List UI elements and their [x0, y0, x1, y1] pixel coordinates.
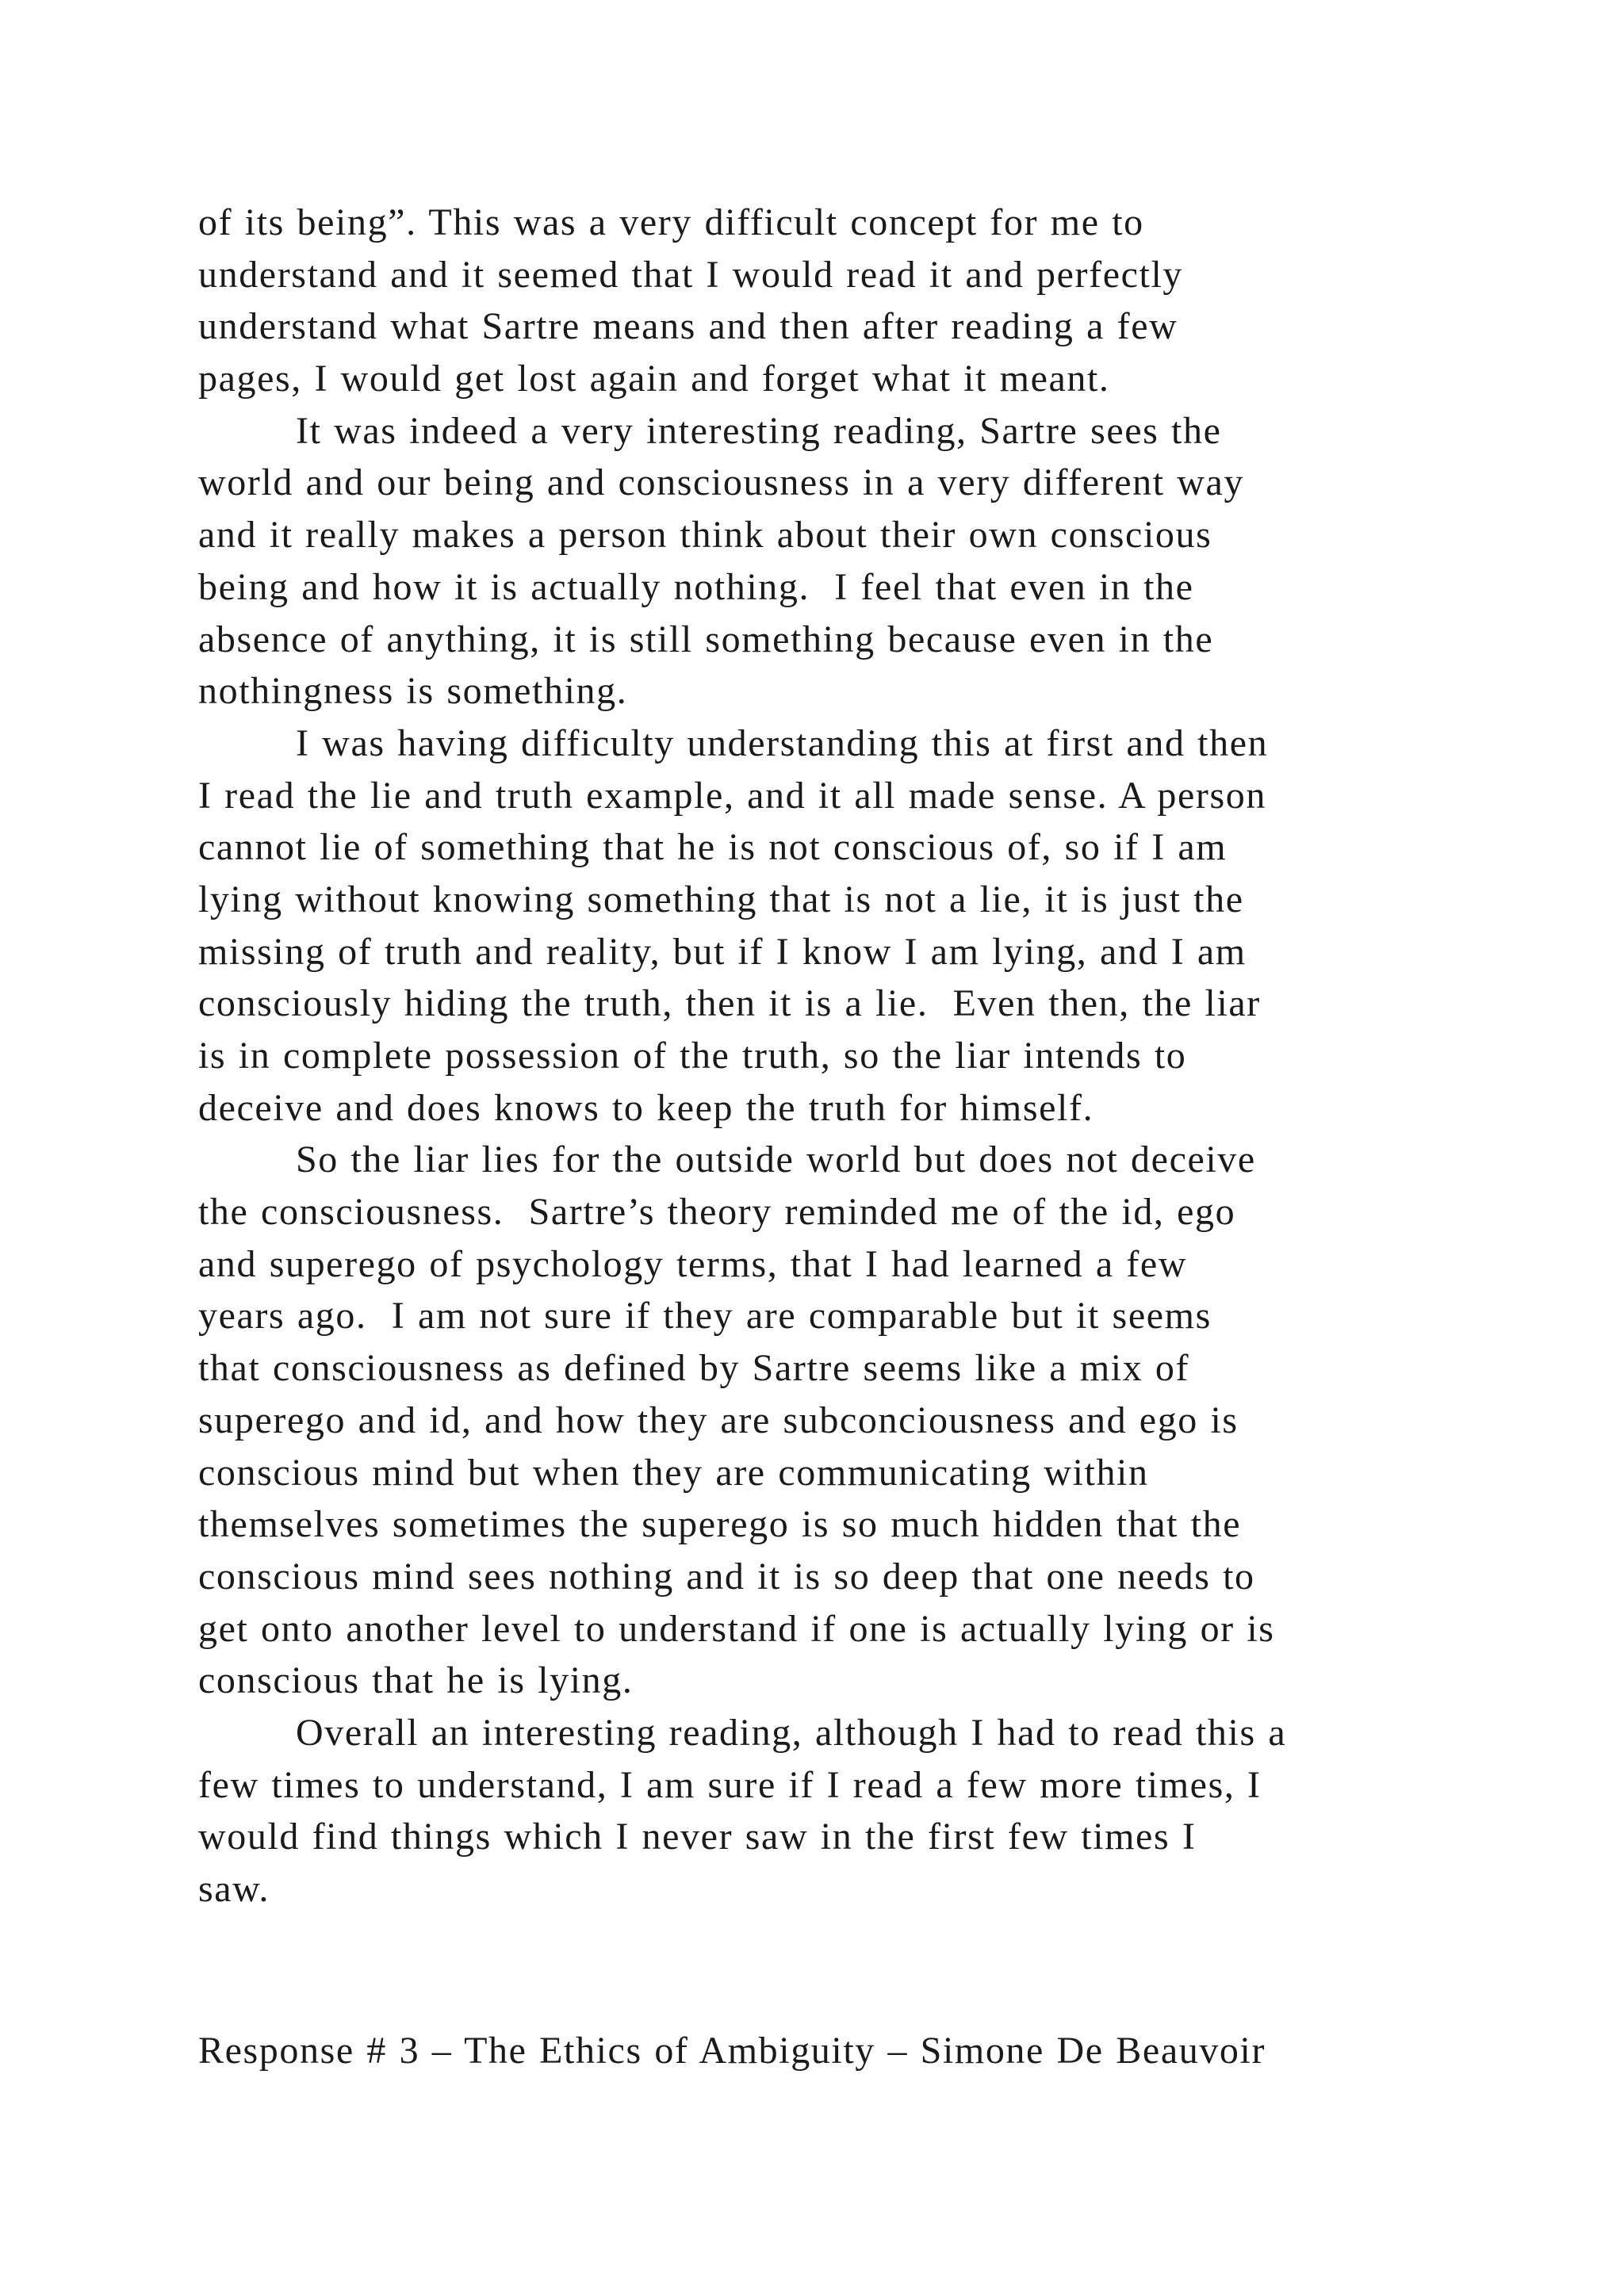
paragraph: [198, 1134, 1435, 1707]
text-line: So the liar lies for the outside world but does not deceive: [296, 1138, 1256, 1181]
text-line: Overall an interesting reading, although I had to read this a: [296, 1711, 1287, 1754]
paragraph: [198, 1707, 1435, 1915]
text-line: absence of anything, it is still something because even in the: [198, 618, 1214, 660]
text-line: conscious mind sees nothing and it is so deep that one needs to: [198, 1555, 1255, 1598]
text-line: pages, I would get lost again and forget what it meant.: [198, 358, 1110, 400]
text-line: would find things which I never saw in the first few times I: [198, 1816, 1197, 1858]
text-line: understand and it seemed that I would read it and perfectly: [198, 253, 1184, 296]
text-line: conscious mind but when they are communicating within: [198, 1451, 1149, 1494]
text-line: missing of truth and reality, but if I know I am lying, and I am: [198, 930, 1247, 973]
text-line: years ago. I am not sure if they are comparable but it seems: [198, 1295, 1212, 1337]
paragraph: [198, 405, 1435, 718]
text-line: that consciousness as defined by Sartre seems like a mix of: [198, 1347, 1190, 1390]
paragraph: [198, 718, 1435, 1135]
text-line: cannot lie of something that he is not conscious of, so if I am: [198, 826, 1228, 869]
text-line: understand what Sartre means and then after reading a few: [198, 305, 1178, 348]
text-line: of its being”. This was a very difficult concept for me to: [198, 201, 1144, 243]
paragraph: [198, 197, 1435, 405]
text-line: few times to understand, I am sure if I read a few more times, I: [198, 1763, 1262, 1806]
text-line: superego and id, and how they are subconciousness and ego is: [198, 1399, 1239, 1441]
text-line: I read the lie and truth example, and it all made sense. A person: [198, 774, 1266, 817]
text-line: and it really makes a person think about their own conscious: [198, 514, 1212, 557]
text-line: world and our being and consciousness in a very different way: [198, 461, 1245, 504]
text-line: themselves sometimes the superego is so much hidden that the: [198, 1503, 1242, 1546]
text-line: saw.: [198, 1868, 270, 1910]
text-line: It was indeed a very interesting reading, Sartre sees the: [296, 409, 1222, 452]
text-line: get onto another level to understand if one is actually lying or is: [198, 1607, 1275, 1650]
text-line: I was having difficulty understanding this at first and then: [296, 721, 1269, 764]
text-line: the consciousness. Sartre’s theory reminded me of the id, ego: [198, 1191, 1236, 1234]
text-line: is in complete possession of the truth, so the liar intends to: [198, 1035, 1187, 1077]
text-line: deceive and does knows to keep the truth for himself.: [198, 1086, 1094, 1129]
text-line: nothingness is something.: [198, 670, 628, 713]
text-line: being and how it is actually nothing. I feel that even in the: [198, 565, 1194, 608]
text-line: consciously hiding the truth, then it is a lie. Even then, the liar: [198, 982, 1261, 1025]
text-line: conscious that he is lying.: [198, 1659, 634, 1702]
section-heading: Response # 3 – The Ethics of Ambiguity – Simone De Beauvoir: [198, 2030, 1266, 2072]
text-line: lying without knowing something that is not a lie, it is just the: [198, 878, 1244, 920]
text-line: and superego of psychology terms, that I had learned a few: [198, 1242, 1188, 1285]
document-body: [198, 197, 1435, 1915]
